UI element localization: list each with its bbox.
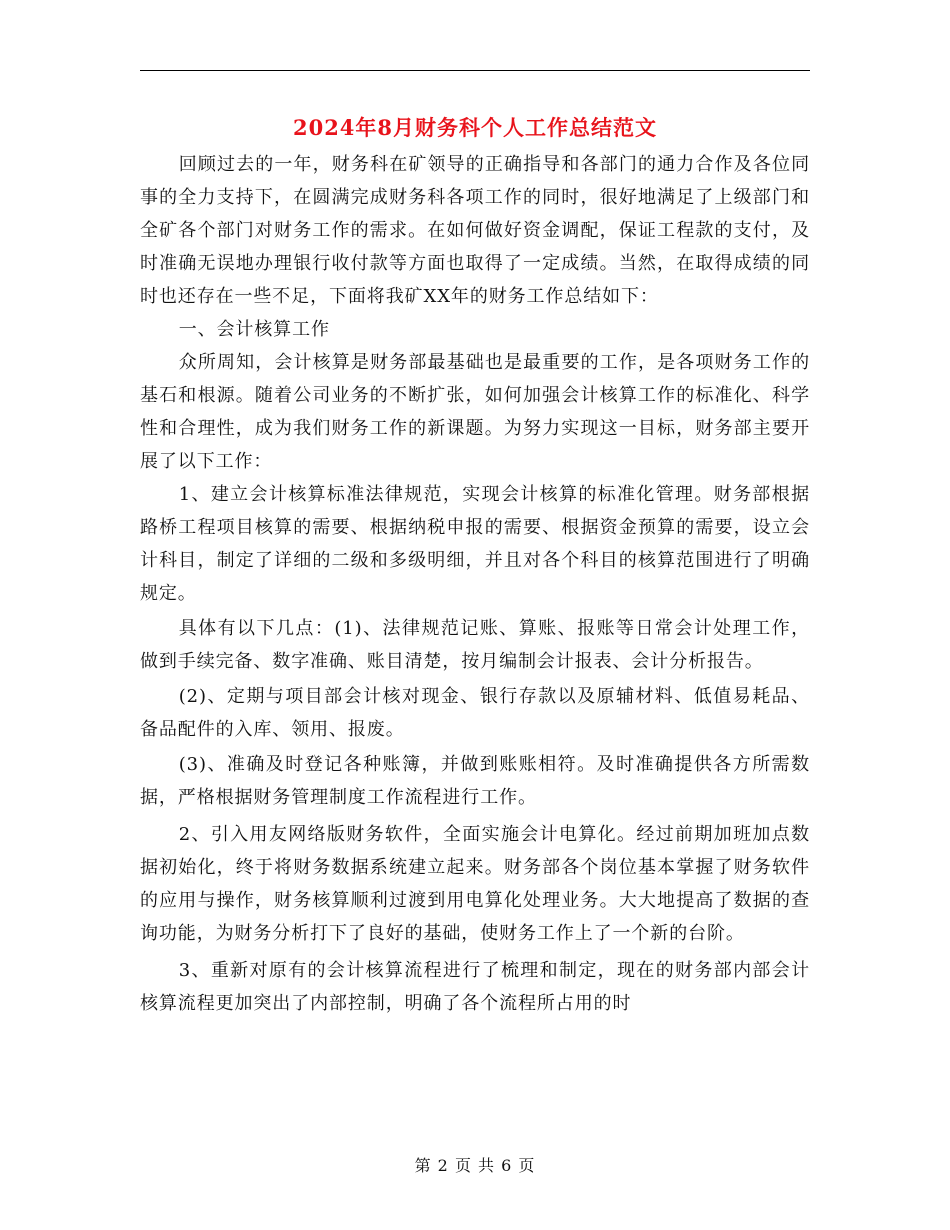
paragraph-detail-3: (3)、准确及时登记各种账簿，并做到账账相符。及时准确提供各方所需数据，严格根据财务管理制度工作流程进行工作。	[140, 754, 810, 808]
document-body	[140, 148, 810, 1020]
paragraph-item-3: 3、重新对原有的会计核算流程进行了梳理和制定，现在的财务部内部会计核算流程更加突出了内部控制，明确了各个流程所占用的时	[140, 960, 810, 1014]
paragraph-accounting-overview: 众所周知，会计核算是财务部最基础也是最重要的工作，是各项财务工作的基石和根源。随着公司业务的不断扩张，如何加强会计核算工作的标准化、科学性和合理性，成为我们财务工作的新课题。为努力实现这一目标，财务部主要开展了以下工作：	[140, 352, 810, 472]
header-rule	[140, 70, 810, 71]
section-heading-accounting: 一、会计核算工作	[178, 319, 330, 340]
document-title: 2024年8月财务科个人工作总结范文	[292, 115, 658, 140]
paragraph-item-2: 2、引入用友网络版财务软件，全面实施会计电算化。经过前期加班加点数据初始化，终于将财务数据系统建立起来。财务部各个岗位基本掌握了财务软件的应用与操作，财务核算顺利过渡到用电算化处理业务。大大地提高了数据的查询功能，为财务分析打下了良好的基础，使财务工作上了一个新的台阶。	[140, 824, 810, 944]
paragraph-detail-2: (2)、定期与项目部会计核对现金、银行存款以及原辅材料、低值易耗品、备品配件的入库、领用、报废。	[140, 686, 810, 740]
paragraph-item-1: 1、建立会计核算标准法律规范，实现会计核算的标准化管理。财务部根据路桥工程项目核算的需要、根据纳税申报的需要、根据资金预算的需要，设立会计科目，制定了详细的二级和多级明细，并且对各个科目的核算范围进行了明确规定。	[140, 484, 810, 604]
page-number: 第 2 页 共 6 页	[414, 1156, 536, 1175]
paragraph-intro: 回顾过去的一年，财务科在矿领导的正确指导和各部门的通力合作及各位同事的全力支持下，在圆满完成财务科各项工作的同时，很好地满足了上级部门和全矿各个部门对财务工作的需求。在如何做好资金调配，保证工程款的支付，及时准确无误地办理银行收付款等方面也取得了一定成绩。当然，在取得成绩的同时也还存在一些不足，下面将我矿XX年的财务工作总结如下：	[140, 154, 810, 307]
paragraph-details: 具体有以下几点：(1)、法律规范记账、算账、报账等日常会计处理工作，做到手续完备、数字准确、账目清楚，按月编制会计报表、会计分析报告。	[140, 618, 810, 672]
